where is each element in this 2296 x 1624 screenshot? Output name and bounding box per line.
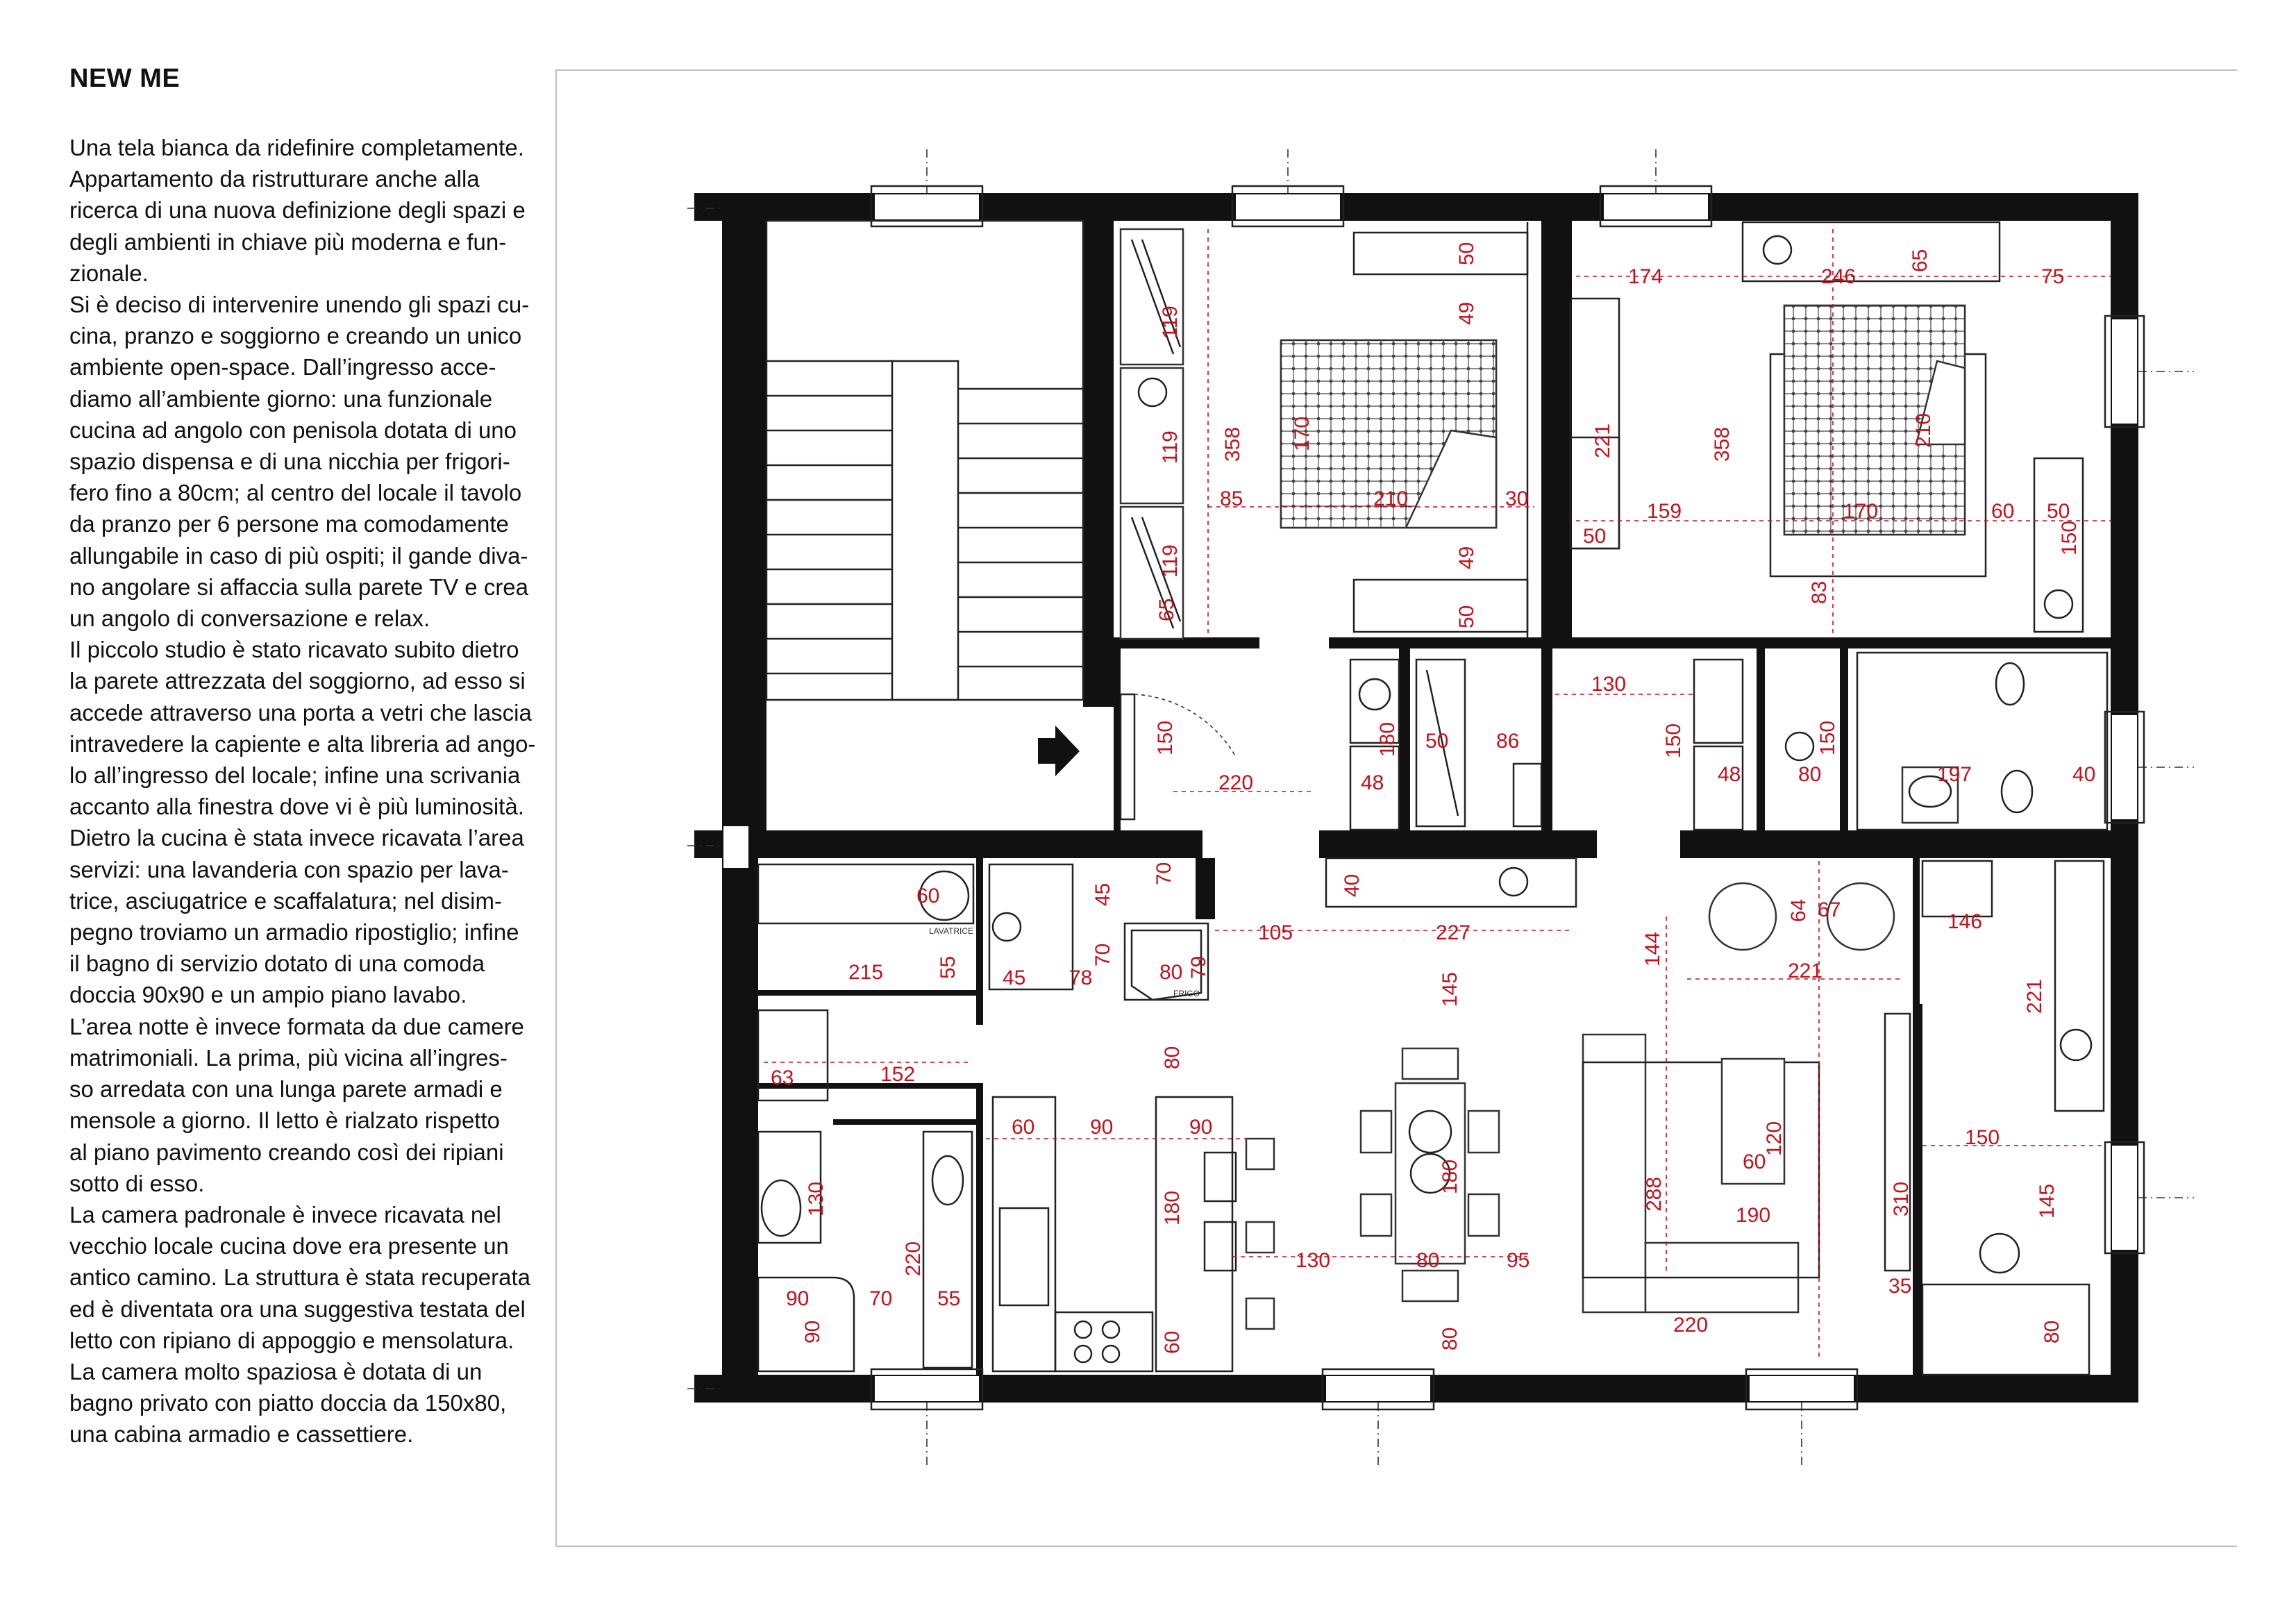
dim-90: 90 [1090, 1116, 1114, 1139]
dim-144: 144 [1641, 931, 1664, 966]
dim-70: 70 [869, 1287, 893, 1310]
dim-49: 49 [1455, 546, 1478, 569]
dim-80: 80 [1159, 961, 1183, 984]
dim-119: 119 [1159, 544, 1182, 578]
description-line: La camera padronale è invece ricavata nel [69, 1201, 501, 1228]
dim-48: 48 [1361, 771, 1384, 794]
dim-80: 80 [1161, 1046, 1184, 1069]
dim-86: 86 [1496, 730, 1520, 753]
description-line: cucina ad angolo con penisola dotata di uno [69, 417, 517, 443]
frigo-label: FRIGO [1173, 989, 1200, 998]
dim-358: 358 [1221, 426, 1244, 462]
dim-130: 130 [805, 1181, 828, 1216]
dim-210: 210 [1373, 487, 1409, 510]
dim-30: 30 [1505, 487, 1529, 510]
description-line: un angolo di conversazione e relax. [69, 605, 430, 632]
description-line: vecchio locale cucina dove era presente un [69, 1233, 509, 1259]
dim-80: 80 [1439, 1327, 1461, 1350]
description-line: diamo all’ambiente giorno: una funzionale [69, 385, 493, 412]
description-line: degli ambienti in chiave più moderna e fun- [69, 228, 507, 255]
dim-45: 45 [1003, 966, 1026, 989]
description-line: intravedere la capiente e alta libreria ad ango- [69, 730, 536, 757]
dim-40: 40 [2072, 763, 2096, 786]
description-line: zionale. [69, 260, 149, 286]
dim-40: 40 [1341, 873, 1364, 897]
dim-221: 221 [2023, 978, 2046, 1014]
dim-150: 150 [1154, 720, 1177, 755]
dim-221: 221 [1788, 960, 1823, 982]
dim-85: 85 [1220, 487, 1243, 510]
dim-60: 60 [916, 885, 940, 907]
dim-227: 227 [1436, 921, 1471, 944]
dim-130: 130 [1296, 1249, 1331, 1272]
dim-75: 75 [2041, 265, 2065, 288]
description-line: accanto alla finestra dove vi è più luminosità. [69, 794, 524, 820]
dim-83: 83 [1808, 580, 1831, 604]
page-title: NEW ME [69, 64, 181, 93]
dim-60: 60 [1743, 1150, 1766, 1173]
description-line: so arredata con una lunga parete armadi e [69, 1076, 503, 1103]
dim-150: 150 [1965, 1126, 2000, 1149]
dim-80: 80 [2041, 1320, 2063, 1343]
dim-60: 60 [1012, 1116, 1035, 1139]
dim-90: 90 [1189, 1116, 1213, 1139]
dim-221: 221 [1591, 423, 1614, 458]
description-line: pegno troviamo un armadio ripostiglio; infine [69, 919, 519, 946]
dim-70: 70 [1091, 943, 1114, 966]
description-line: lo all’ingresso del locale; infine una scrivania [69, 762, 521, 789]
dim-119: 119 [1159, 305, 1182, 339]
dim-190: 190 [1736, 1204, 1771, 1227]
dim-35: 35 [1888, 1275, 1912, 1298]
dim-210: 210 [1912, 412, 1935, 448]
day-area [993, 858, 2104, 1375]
dim-55: 55 [937, 955, 960, 979]
dim-50: 50 [1455, 605, 1478, 628]
dim-150: 150 [1662, 723, 1685, 758]
dim-65: 65 [1155, 598, 1178, 621]
dim-60: 60 [1161, 1330, 1184, 1354]
dim-150: 150 [2058, 520, 2081, 555]
description-line: Il piccolo studio è stato ricavato subito dietro [69, 637, 519, 663]
dim-50: 50 [1425, 730, 1449, 753]
dim-49: 49 [1455, 301, 1478, 325]
dim-159: 159 [1647, 500, 1682, 523]
dim-145: 145 [1439, 971, 1461, 1007]
dim-80: 80 [1416, 1249, 1440, 1272]
dim-55: 55 [937, 1287, 961, 1310]
dim-78: 78 [1069, 966, 1093, 989]
description-line: bagno privato con piatto doccia da 150x80, [69, 1390, 507, 1416]
description-line: una cabina armadio e cassettiere. [69, 1421, 414, 1448]
dim-146: 146 [1947, 910, 1983, 933]
dim-50: 50 [1583, 525, 1607, 548]
dim-145: 145 [2036, 1183, 2059, 1219]
dim-152: 152 [880, 1063, 916, 1086]
dim-50: 50 [1455, 242, 1478, 265]
dim-90: 90 [786, 1287, 810, 1310]
description-line: mensole a giorno. Il letto è rialzato rispetto [69, 1107, 500, 1134]
dim-220: 220 [1673, 1314, 1709, 1337]
dim-65: 65 [1909, 249, 1932, 272]
description-line: letto con ripiano di appoggio e mensolatura. [69, 1327, 514, 1353]
description-line: Si è deciso di intervenire unendo gli spazi cu- [69, 292, 530, 318]
dim-130: 130 [1591, 673, 1627, 696]
dim-150: 150 [1816, 720, 1839, 755]
dim-90: 90 [801, 1320, 824, 1343]
description-line: cina, pranzo e soggiorno e creando un unico [69, 323, 522, 349]
lavatrice-label: LAVATRICE [929, 926, 974, 936]
description-line: la parete attrezzata del soggiorno, ad esso si [69, 668, 526, 694]
description-line: il bagno di servizio dotato di una comoda [69, 951, 485, 977]
description-line: sotto di esso. [69, 1170, 205, 1196]
description-line: La camera molto spaziosa è dotata di un [69, 1358, 483, 1384]
dim-197: 197 [1937, 763, 1972, 786]
dim-358: 358 [1711, 426, 1734, 462]
dim-105: 105 [1258, 921, 1293, 944]
dim-64: 64 [1787, 898, 1810, 922]
description-line: allungabile in caso di più ospiti; il gande diva- [69, 542, 528, 569]
dim-80: 80 [1798, 763, 1822, 786]
description-line: al piano pavimento creando così dei ripiani [69, 1139, 504, 1165]
dim-45: 45 [1091, 882, 1114, 906]
dim-50: 50 [2047, 500, 2070, 523]
description-line: fero fino a 80cm; al centro del locale il tavolo [69, 480, 522, 506]
description-line: trice, asciugatrice e scaffalatura; nel disim- [69, 887, 502, 914]
dim-310: 310 [1890, 1181, 1913, 1216]
description-line: Appartamento da ristrutturare anche alla [69, 166, 480, 192]
description-line: no angolare si affaccia sulla parete TV e crea [69, 574, 529, 600]
dim-60: 60 [1991, 500, 2015, 523]
dim-288: 288 [1643, 1176, 1666, 1212]
dim-119: 119 [1159, 430, 1182, 464]
dim-120: 120 [1763, 1121, 1786, 1156]
dim-180: 180 [1376, 721, 1399, 757]
dim-246: 246 [1821, 265, 1857, 288]
description-line: Dietro la cucina è stata invece ricavata l’area [69, 825, 524, 851]
dim-170: 170 [1291, 416, 1314, 451]
dim-70: 70 [1153, 862, 1175, 885]
dim-215: 215 [848, 961, 884, 984]
dim-79: 79 [1187, 955, 1210, 979]
dim-220: 220 [902, 1241, 925, 1276]
description-line: ricerca di una nuova definizione degli spazi e [69, 197, 526, 224]
description-line: L’area notte è invece formata da due camere [69, 1013, 524, 1039]
description-line: doccia 90x90 e un ampio piano lavabo. [69, 982, 467, 1008]
description-line: matrimoniali. La prima, più vicina all’ingres- [69, 1044, 508, 1071]
dim-170: 170 [1843, 500, 1879, 523]
dim-48: 48 [1718, 763, 1741, 786]
description-line: antico camino. La struttura è stata recuperata [69, 1264, 531, 1291]
dim-180: 180 [1161, 1190, 1184, 1225]
description-line: ambiente open-space. Dall’ingresso acce- [69, 354, 496, 380]
staircase [766, 221, 1083, 776]
description-line: ed è diventata ora una suggestiva testata del [69, 1296, 526, 1322]
description-line: Una tela bianca da ridefinire completamente. [69, 135, 524, 160]
description-line: spazio dispensa e di una nicchia per frigori- [69, 449, 510, 475]
dim-63: 63 [771, 1066, 794, 1089]
description-line: accede attraverso una porta a vetri che lascia [69, 699, 532, 726]
dim-67: 67 [1818, 898, 1841, 921]
dim-220: 220 [1218, 771, 1254, 794]
description-line: da pranzo per 6 persone ma comodamente [69, 511, 509, 537]
dim-180: 180 [1439, 1159, 1461, 1194]
dim-95: 95 [1507, 1249, 1530, 1272]
dim-174: 174 [1628, 265, 1664, 288]
description-line: servizi: una lavanderia con spazio per lava- [69, 856, 509, 882]
